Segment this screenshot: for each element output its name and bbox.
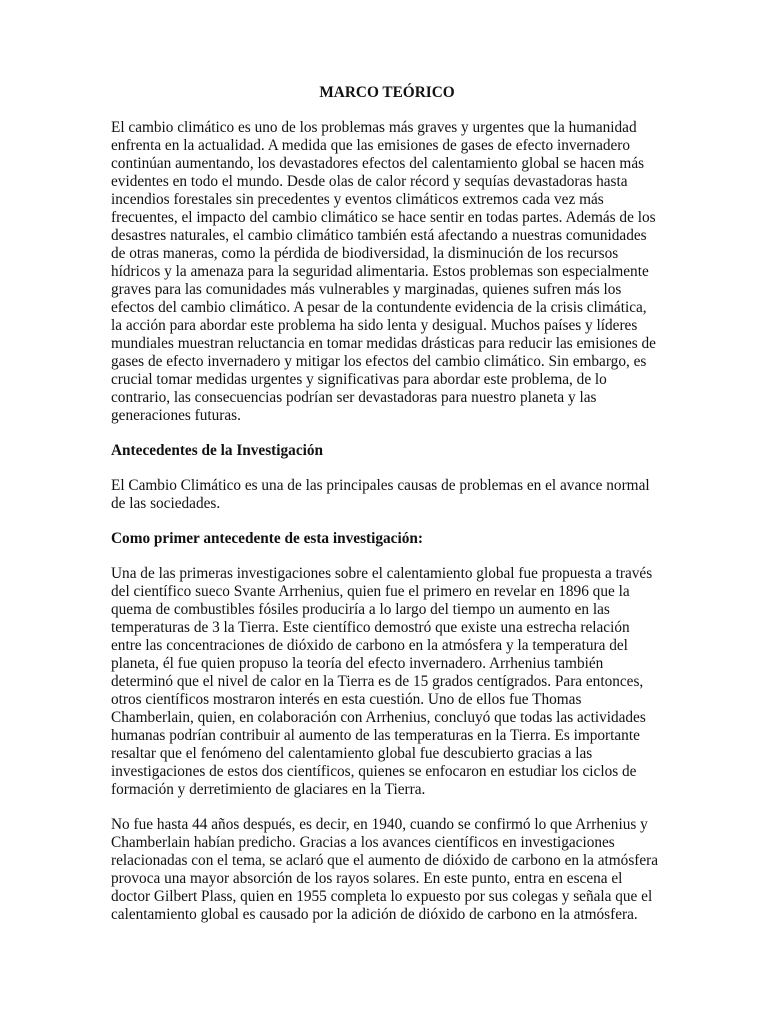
subsection-heading: Como primer antecedente de esta investigación: — [111, 530, 423, 547]
intro-paragraph: El cambio climático es uno de los problemas más graves y urgentes que la humanidad enfrenta en la actualidad. A medida que las emisiones de gases de efecto invernadero continúan aumentando, los devastadores efectos del calentamiento global se hacen más evidentes en todo el mundo. Desde olas de calor récord y sequías devastadoras hasta incendios forestales sin precedentes y eventos climáticos extremos cada vez más frecuentes, el impacto del cambio climático se hace sentir en todas partes. Además de los desastres naturales, el cambio climático también está afectando a nuestras comunidades de otras maneras, como la pérdida de biodiversidad, la disminución de los recursos hídricos y la amenaza para la seguridad alimentaria. Estos problemas son especialmente graves para las comunidades más vulnerables y marginadas, quienes sufren más los efectos del cambio climático. A pesar de la contundente evidencia de la crisis climática, la acción para abordar este problema ha sido lenta y desigual. Muchos países y líderes mundiales muestran reluctancia en tomar medidas drásticas para reducir las emisiones de gases de efecto invernadero y mitigar los efectos del cambio climático. Sin embargo, es crucial tomar medidas urgentes y significativas para abordar este problema, de lo contrario, las consecuencias podrían ser devastadoras para nuestro planeta y las generaciones futuras. — [111, 119, 656, 424]
section-paragraph: El Cambio Climático es una de las principales causas de problemas en el avance normal de las sociedades. — [111, 477, 650, 512]
plass-paragraph: No fue hasta 44 años después, es decir, en 1940, cuando se confirmó lo que Arrhenius y Chamberlain habían predicho. Gracias a los avances científicos en investigaciones relacionadas con el tema, se aclaró que el aumento de dióxido de carbono en la atmósfera provoca una mayor absorción de los rayos solares. En este punto, entra en escena el doctor Gilbert Plass, quien en 1955 completa lo expuesto por sus colegas y señala que el calentamiento global es causado por la adición de dióxido de carbono en la atmósfera. — [111, 816, 659, 923]
section-heading-antecedentes: Antecedentes de la Investigación — [111, 442, 324, 459]
arrhenius-paragraph: Una de las primeras investigaciones sobre el calentamiento global fue propuesta a través del científico sueco Svante Arrhenius, quien fue el primero en revelar en 1896 que la quema de combustibles fósiles produciría a lo largo del tiempo un aumento en las temperaturas de 3 la Tierra. Este científico demostró que existe una estrecha relación entre las concentraciones de dióxido de carbono en la atmósfera y la temperatura del planeta, él fue quien propuso la teoría del efecto invernadero. Arrhenius también determinó que el nivel de calor en la Tierra es de 15 grados centígrados. Para entonces, otros científicos mostraron interés en esta cuestión. Uno de ellos fue Thomas Chamberlain, quien, en colaboración con Arrhenius, concluyó que todas las actividades humanas podrían contribuir al aumento de las temperaturas en la Tierra. Es importante resaltar que el fenómeno del calentamiento global fue descubierto gracias a las investigaciones de estos dos científicos, quienes se enfocaron en estudiar los ciclos de formación y derretimiento de glaciares en la Tierra. — [111, 565, 653, 798]
page-title: MARCO TEÓRICO — [319, 84, 455, 101]
